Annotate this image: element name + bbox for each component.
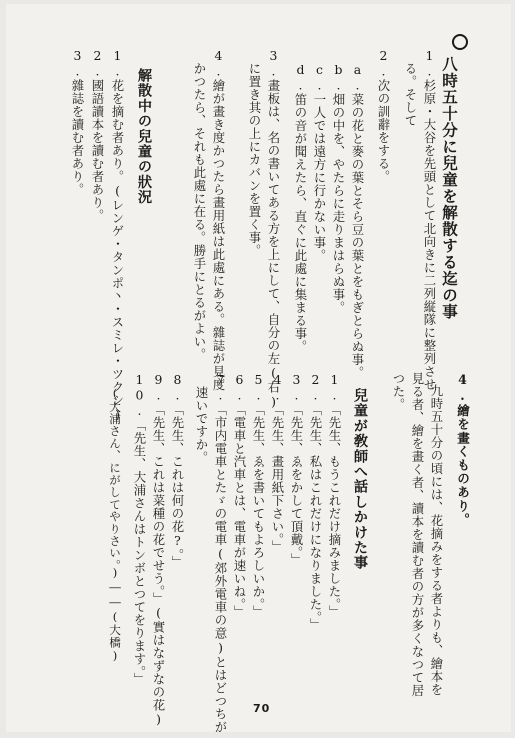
- text-line: 2.「先生、私はこれだけになりました。」: [308, 372, 323, 631]
- text-line: 5.「先生、ゑを書いてもよろしいか。」: [251, 372, 266, 618]
- text-line: a.菜の花と麥の葉とそら豆の葉とをもぎとらぬ事。: [350, 62, 365, 380]
- text-line: 4.繪が畫き度かつたら畫用紙は此處にある。雜誌が見度: [211, 48, 226, 392]
- document-page: [6, 4, 511, 732]
- text-line: 6.「電車と汽車とは、電車が速いね。」: [232, 372, 247, 618]
- section-heading: 八時五十分に兒童を解散する迄の事: [440, 56, 459, 320]
- text-line: 4.「先生、畫用紙下さい。」: [270, 372, 285, 553]
- text-line: 速いですか。: [194, 386, 209, 464]
- text-line: b.畑の中を、やたらに走りまはらぬ事。: [331, 62, 346, 315]
- text-line: 1.杉原・大谷を先頭として北向きに二列縦隊に整列させ: [422, 48, 437, 392]
- text-line: 1.花を摘む者あり。(レンゲ・タンポ丶・スミレ・ツクシ): [110, 48, 125, 423]
- text-line: に置き其の上にカバンを置く事。: [247, 62, 262, 257]
- page-number: 70: [253, 702, 271, 715]
- text-line: かつたら、それも此處に在る。勝手にとるがよい。: [192, 62, 207, 361]
- text-line: 見る者、繪を畫く者、讀本を讀む者の方が多くなつて居: [410, 372, 425, 697]
- text-line: 3.「先生、ゑをかして頂戴。」: [289, 372, 304, 566]
- text-line: 4.繪を畫くものあり。: [455, 372, 470, 527]
- section-heading: 解散中の兒童の狀況: [136, 68, 152, 205]
- text-line: 2.國語讀本を讀む者あり。: [90, 48, 105, 223]
- text-line: (大浦さん、にがしてやりさい。)――(大橋): [108, 386, 122, 663]
- text-line: d.笛の音が聞えたら、直ぐに此處に集まる事。: [293, 62, 308, 354]
- text-line: 7.「市内電車とたゞの電車(郊外電車の意)とはどつちが: [213, 372, 228, 734]
- section-heading: 兒童が敎師へ話しかけた事: [352, 388, 368, 571]
- text-line: 3.雜誌を讀む者あり。: [70, 48, 85, 197]
- text-line: 8.「先生、これは何の花?。」: [170, 372, 185, 569]
- text-line: 3.畫板は、名の書いてある方を上にして、自分の左(右): [266, 48, 281, 410]
- text-line: 九時五十分の頃には、花摘みをする者よりも、繪本を: [429, 384, 444, 696]
- circle-mark-icon: [452, 34, 468, 50]
- text-line: つた。: [391, 372, 406, 411]
- text-line: 1.「先生、もうこれだけ摘みました。」: [327, 372, 342, 618]
- text-line: c.一人では遠方に行かない事。: [312, 62, 327, 263]
- text-line: 9.「先生、これは菜種の花でせう。」(實はなずなの花): [151, 372, 166, 728]
- text-line: 10.「先生、大浦さんはトンボとつてをります。」: [132, 372, 147, 686]
- text-line: 2.次の訓辭をする。: [376, 48, 391, 184]
- text-line: る。そして: [403, 62, 418, 127]
